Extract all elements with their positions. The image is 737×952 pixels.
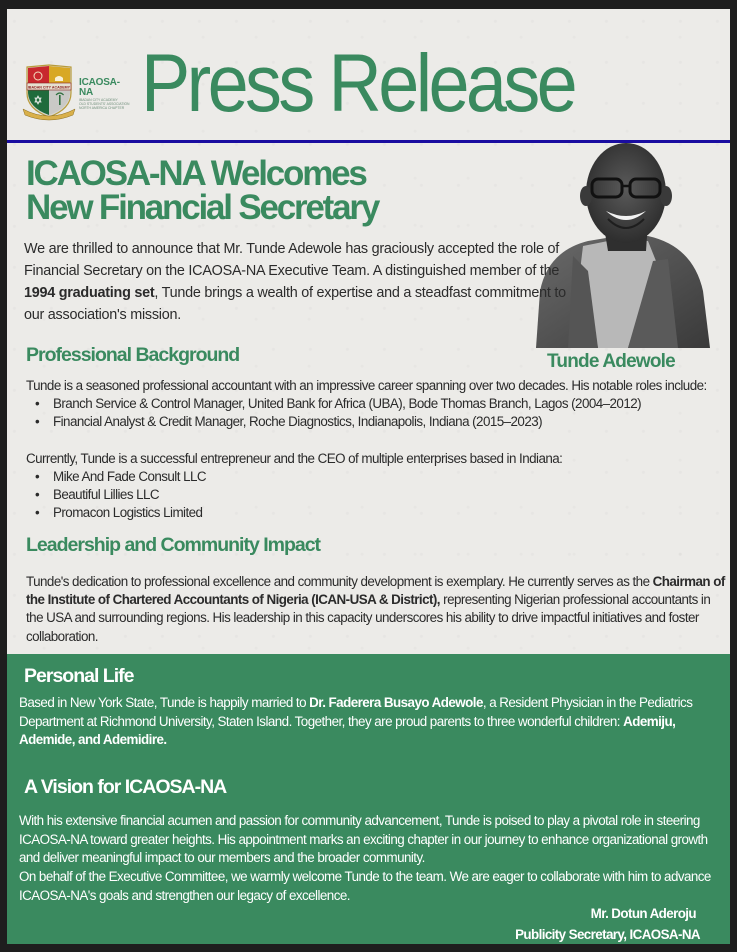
logo-title: ICAOSA-NA: [79, 77, 120, 98]
intro-text-end: , Tunde brings a wealth of expertise and a steadfast commitment to our association's mission.: [24, 285, 566, 323]
school-crest-icon: [22, 63, 76, 121]
personal-life-text: Based in New York State, Tunde is happily married to: [19, 695, 310, 710]
leadership-text: Tunde's dedication to professional excellence and community development is exemplary. He currently serves as the: [26, 574, 653, 589]
list-item: • Promacon Logistics Limited: [26, 504, 726, 522]
intro-text: We are thrilled to announce that Mr. Tunde Adewole has graciously accepted the role of Financial Secretary on the ICAOSA-NA Executive Team. A distinguished member of the: [24, 241, 560, 279]
vision-heading: A Vision for ICAOSA-NA: [24, 776, 227, 798]
headline-line-2: New Financial Secretary: [26, 188, 379, 227]
enterprises-list: [26, 468, 726, 523]
headline: [26, 154, 379, 227]
logo-subtitle-line: NORTH AMERICA CHAPTER: [79, 106, 125, 110]
page-title: Press Release: [141, 38, 575, 129]
roles-list: [26, 395, 726, 431]
portrait-caption: Tunde Adewole: [547, 351, 675, 372]
personal-life-text-middle: , a Resident Physician in the Pediatrics Department at Richmond University, Staten Island. Together, they are proud parents to three wonderful children:: [19, 695, 693, 729]
graduating-set-highlight: 1994 graduating set: [24, 285, 155, 301]
list-item: • Branch Service & Control Manager, United Bank for Africa (UBA), Bode Thomas Branch, Lagos (2004–2012): [26, 395, 726, 413]
signature-name: Mr. Dotun Aderoju: [590, 906, 696, 921]
logo-subtitle-line: IBADAN CITY ACADEMY: [79, 98, 118, 102]
welcome-paragraph: On behalf of the Executive Committee, we warmly welcome Tunde to the team. We are eager to collaborate with him to advance ICAOSA-NA's goals and strengthen our legacy of excellence.: [19, 869, 711, 903]
leadership-heading: Leadership and Community Impact: [26, 534, 321, 556]
list-item: • Financial Analyst & Credit Manager, Roche Diagnostics, Indianapolis, Indiana (2015–2023): [26, 413, 726, 431]
vision-paragraph: With his extensive financial acumen and passion for community advancement, Tunde is poised to play a pivotal role in steering ICAOSA-NA toward greater heights. His appointment marks an exciting chapter in our journey to enhance organizational growth and deliver meaningful impact to our members and the broader community.: [19, 813, 708, 866]
spouse-name: Dr. Faderera Busayo Adewole: [309, 695, 483, 710]
press-release-page: [7, 9, 730, 944]
crest-banner-text: IBADAN CITY ACADEMY: [27, 85, 71, 90]
ican-chairman-highlight: Chairman of the Institute of Chartered Accountants of Nigeria (ICAN-USA & District),: [26, 574, 725, 608]
logo-text: [79, 78, 132, 110]
personal-life-paragraph: [19, 694, 719, 750]
professional-background-section: [26, 377, 726, 522]
personal-life-heading: Personal Life: [24, 665, 134, 687]
logo-subtitle-line: OLD STUDENTS' ASSOCIATION: [79, 102, 130, 106]
leadership-text-end: representing Nigerian professional accountants in the USA and surrounding regions. His leadership in this capacity underscores his ability to drive impactful initiatives and foster collaboration.: [26, 592, 711, 644]
intro-paragraph: [24, 238, 569, 326]
green-section: [7, 654, 730, 944]
signature-title: Publicity Secretary, ICAOSA-NA: [515, 927, 700, 942]
icaosa-logo: [22, 59, 132, 121]
list-item: • Beautiful Lillies LLC: [26, 486, 726, 504]
current-enterprises-intro: Currently, Tunde is a successful entrepreneur and the CEO of multiple enterprises based in Indiana:: [26, 450, 563, 466]
professional-background-intro: Tunde is a seasoned professional accountant with an impressive career spanning over two decades. His notable roles include:: [26, 378, 707, 393]
professional-background-heading: Professional Background: [26, 344, 240, 366]
headline-line-1: ICAOSA-NA Welcomes: [26, 154, 366, 193]
children-names: Ademiju, Ademide, and Ademidire.: [19, 713, 676, 748]
list-item: • Mike And Fade Consult LLC: [26, 468, 726, 486]
leadership-paragraph: [26, 573, 726, 646]
